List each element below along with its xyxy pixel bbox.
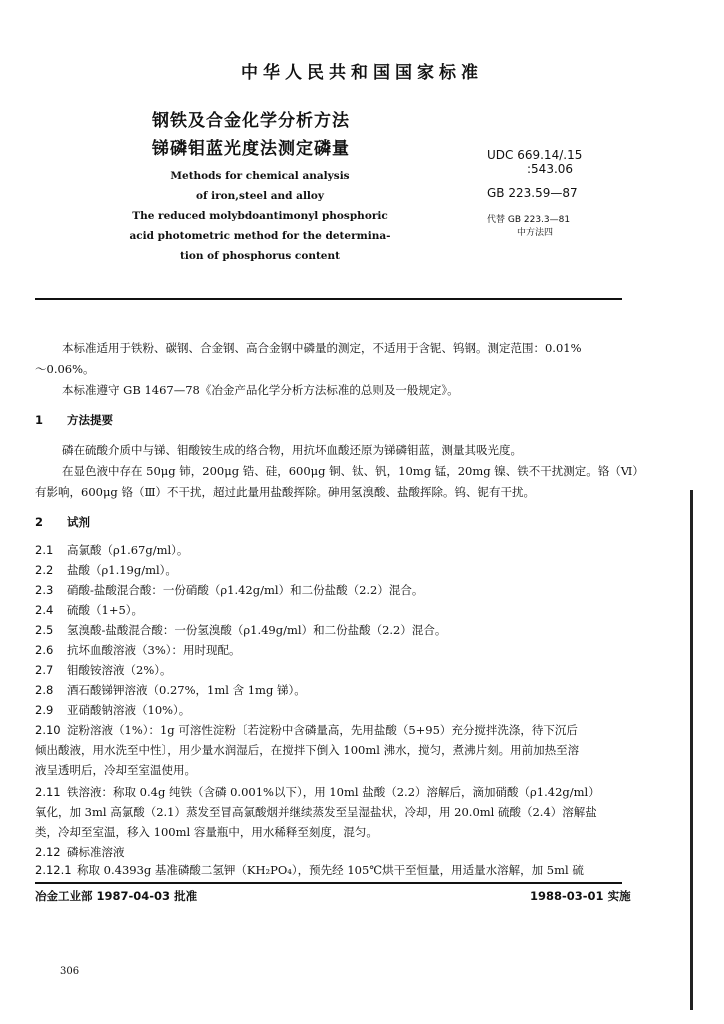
- reagent-item: [35, 542, 188, 558]
- header-divider: [35, 298, 622, 300]
- reagent-number: 2.11: [35, 785, 61, 799]
- footer-divider: [35, 882, 622, 884]
- reagent-text: 钼酸铵溶液（2%）。: [67, 663, 172, 677]
- replaces-line2: 中方法四: [517, 228, 554, 238]
- section-1-para1: 磷在硫酸介质中与锑、钼酸铵生成的络合物，用抗坏血酸还原为锑磷钼蓝，测量其吸光度。: [62, 443, 522, 457]
- reagent-item: [35, 662, 172, 678]
- reagent-item: [35, 642, 241, 658]
- reagent-continuation: 液呈透明后，冷却至室温使用。: [35, 763, 196, 777]
- section-title: 试剂: [67, 515, 90, 529]
- reagent-text: 高氯酸（ρ1.67g/ml）。: [67, 543, 189, 557]
- reagent-text: 酒石酸锑钾溶液（0.27%，1ml 含 1mg 锑）。: [67, 683, 306, 697]
- reagent-item-phosphorus: [35, 844, 125, 860]
- english-title-line: tion of phosphorus content: [180, 250, 340, 262]
- section-1-heading: [35, 412, 113, 428]
- english-title-line: acid photometric method for the determina-: [129, 230, 391, 242]
- reagent-text: 称取 0.4393g 基准磷酸二氢钾（KH₂PO₄），预先经 105℃烘干至恒量，用适量水溶解，加 5ml 硫: [77, 863, 584, 877]
- reagent-item: [35, 702, 190, 718]
- reagent-number: 2.9: [35, 703, 54, 717]
- reagent-item: [35, 602, 143, 618]
- reagent-number: 2.4: [35, 603, 54, 617]
- standard-name: 中华人民共和国国家标准: [241, 63, 483, 83]
- reagent-text: 磷标准溶液: [67, 845, 125, 859]
- replaces-line1: 代替 GB 223.3—81: [487, 215, 571, 225]
- implementation-date: 1988-03-01 实施: [530, 889, 631, 903]
- gb-number: GB 223.59—87: [487, 186, 578, 200]
- udc-line1: UDC 669.14/.15: [487, 148, 583, 162]
- reagent-item: [35, 562, 177, 578]
- reagent-number: 2.5: [35, 623, 54, 637]
- scan-edge-mark: [690, 490, 693, 1010]
- doc-title-line2: 锑磷钼蓝光度法测定磷量: [152, 139, 350, 159]
- section-2-heading: [35, 514, 90, 530]
- reagent-number: 2.12.1: [35, 863, 72, 877]
- section-1-para2-line2: 有影响，600μg 铬（Ⅲ）不干扰，超过此量用盐酸挥除。砷用氢溴酸、盐酸挥除。钨、铌有干扰。: [35, 485, 536, 499]
- section-number: 1: [35, 413, 44, 427]
- english-title-line: The reduced molybdoantimonyl phosphoric: [132, 210, 388, 222]
- reagent-continuation: 氧化，加 3ml 高氯酸（2.1）蒸发至冒高氯酸烟并继续蒸发至呈湿盐状，冷却，用 20.0ml 硫酸（2.4）溶解盐: [35, 805, 597, 819]
- reagent-text: 亚硝酸钠溶液（10%）。: [67, 703, 191, 717]
- section-number: 2: [35, 515, 44, 529]
- english-title-line: Methods for chemical analysis: [170, 170, 350, 182]
- intro-scope-line1: 本标准适用于铁粉、碳钢、合金钢、高合金钢中磷量的测定，不适用于含铌、钨钢。测定范围：0.01%: [62, 341, 582, 355]
- reagent-number: 2.8: [35, 683, 54, 697]
- reagent-number: 2.6: [35, 643, 54, 657]
- reagent-text: 抗坏血酸溶液（3%）：用时现配。: [67, 643, 241, 657]
- english-title: [120, 166, 400, 266]
- replaces-note: [487, 212, 570, 238]
- approval-date: 冶金工业部 1987-04-03 批准: [35, 889, 198, 903]
- reagent-text: 硫酸（1+5）。: [67, 603, 144, 617]
- doc-title-line1: 钢铁及合金化学分析方法: [152, 111, 350, 131]
- udc-line2: :543.06: [527, 162, 574, 176]
- reagent-text: 盐酸（ρ1.19g/ml）。: [67, 563, 177, 577]
- reagent-item: [35, 582, 423, 598]
- reagent-continuation: 类，冷却至室温，移入 100ml 容量瓶中，用水稀释至刻度，混匀。: [35, 825, 378, 839]
- reagent-text: 淀粉溶液（1%）：1g 可溶性淀粉〔若淀粉中含磷量高，先用盐酸（5+95）充分搅拌洗涤，待下沉后: [67, 723, 578, 737]
- reagent-item: [35, 682, 306, 698]
- reagent-continuation: 倾出酸液，用水洗至中性〕，用少量水润湿后，在搅拌下倒入 100ml 沸水，搅匀，煮沸片刻。用前加热至溶: [35, 743, 580, 757]
- reagent-text: 硝酸-盐酸混合酸：一份硝酸（ρ1.42g/ml）和二份盐酸（2.2）混合。: [67, 583, 424, 597]
- reagent-number: 2.10: [35, 723, 61, 737]
- section-title: 方法提要: [67, 413, 113, 427]
- english-title-line: of iron,steel and alloy: [195, 190, 325, 202]
- udc-code: [487, 148, 582, 176]
- page-number: 306: [60, 966, 80, 977]
- reagent-item-iron: [35, 784, 600, 800]
- section-1-para2-line1: 在显色液中存在 50μg 铈，200μg 锆、硅，600μg 铜、钛、钒，10mg 锰，20mg 镍、铁不干扰测定。铬（Ⅵ）: [62, 464, 644, 478]
- reagent-text: 氢溴酸-盐酸混合酸：一份氢溴酸（ρ1.49g/ml）和二份盐酸（2.2）混合。: [67, 623, 447, 637]
- reagent-number: 2.7: [35, 663, 54, 677]
- reagent-number: 2.12: [35, 845, 61, 859]
- reagent-number: 2.3: [35, 583, 54, 597]
- reagent-item-starch: [35, 722, 578, 738]
- reagent-number: 2.1: [35, 543, 54, 557]
- intro-scope-line2: ～0.06%。: [35, 362, 95, 376]
- reagent-text: 铁溶液：称取 0.4g 纯铁（含磷 0.001%以下），用 10ml 盐酸（2.2）溶解后，滴加硝酸（ρ1.42g/ml）: [67, 785, 600, 799]
- reagent-number: 2.2: [35, 563, 54, 577]
- reagent-subitem: [35, 862, 584, 878]
- intro-compliance: 本标准遵守 GB 1467—78《冶金产品化学分析方法标准的总则及一般规定》。: [62, 383, 459, 397]
- reagent-item: [35, 622, 446, 638]
